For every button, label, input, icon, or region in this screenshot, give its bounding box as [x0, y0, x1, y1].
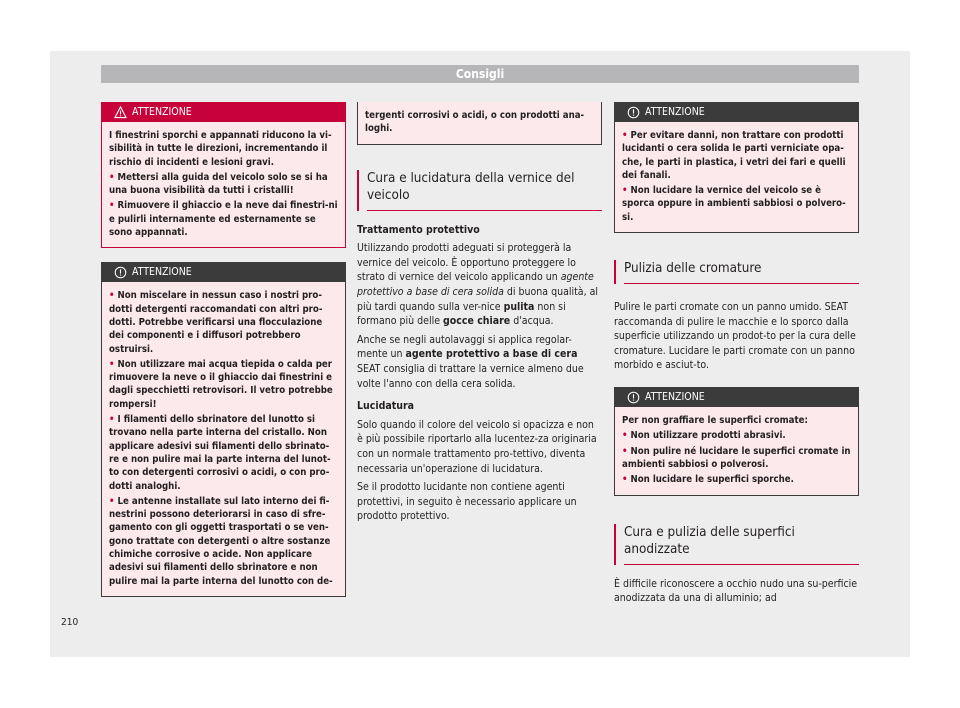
- warning-item-text: Non utilizzare mai acqua tiepida o calda per rimuovere la neve o il ghiaccio dai finestrini e dagli specchietti retrovisori. Il vetro potrebbe rompersi!: [109, 358, 333, 410]
- warning-intro: I finestrini sporchi e appannati riducono la vi-sibilità in tutte le direzioni, incrementando il rischio di incidenti e lesioni gravi.: [109, 130, 332, 168]
- warning-body: [615, 122, 858, 232]
- exclamation-circle-icon: [114, 266, 127, 279]
- warning-box-continued: [357, 102, 602, 145]
- warning-box-header: [615, 388, 858, 407]
- warning-label: ATTENZIONE: [645, 391, 705, 404]
- column-left: [101, 102, 346, 597]
- warning-box-header: [102, 103, 345, 122]
- warning-item-text: Non lucidare la vernice del veicolo se è sporca oppure in ambienti sabbiosi o polvero-si.: [622, 185, 846, 223]
- subheading: Lucidatura: [357, 400, 414, 413]
- warning-item: [109, 413, 338, 493]
- bullet: •: [622, 445, 631, 457]
- warning-item-text: Rimuovere il ghiaccio e la neve dai finestri-ni e pulirli internamente ed esternamente se sono appannati.: [109, 200, 338, 239]
- section-heading: [614, 260, 859, 284]
- paragraph: Solo quando il colore del veicolo si opacizza e non è più possibile riportarlo alla lucentez-za originaria con un normale trattamento pro-tettivo, diventa necessaria un'operazione di lucidatura.: [357, 418, 597, 475]
- heading-accent-bar: [614, 524, 616, 565]
- paragraph: Se il prodotto lucidante non contiene agenti protettivi, in seguito è necessario applicare un prodotto protettivo.: [357, 481, 577, 523]
- bold-text: pulita: [503, 300, 535, 313]
- warning-item-text: Le antenne installate sul lato interno dei fi-nestrini possono deteriorarsi in caso di sfre-gamento con gli oggetti trasportati o se ven-gono trattate con detergenti o altre sostanze chimiche corrosive o acide. Non applicare adesivi sui filamenti dello sbrinatore e non pulire mai la parte interna del lunotto con de-: [109, 495, 333, 587]
- warning-item: [622, 129, 851, 182]
- warning-item: [622, 184, 851, 224]
- column-middle: [357, 102, 602, 528]
- section-title: Cura e pulizia delle superfici anodizzate: [624, 524, 859, 565]
- bullet: •: [109, 200, 118, 212]
- heading-accent-bar: [357, 170, 359, 211]
- column-right: [614, 102, 859, 610]
- warning-label: ATTENZIONE: [132, 266, 192, 279]
- warning-box-3: [614, 102, 859, 233]
- warning-label: ATTENZIONE: [645, 106, 705, 118]
- text-run: SEAT consiglia di trattare la vernice almeno due volte l'anno con della cera solida.: [357, 362, 584, 390]
- warning-item: [622, 473, 851, 486]
- warning-item: [109, 495, 338, 588]
- warning-item-text: Non pulire né lucidare le superfici cromate in ambienti sabbiosi o polverosi.: [622, 445, 851, 470]
- bullet: •: [109, 414, 118, 426]
- bullet: •: [109, 290, 118, 302]
- warning-body: [102, 122, 345, 247]
- bullet: •: [109, 358, 118, 370]
- warning-item: [109, 171, 338, 198]
- warning-box-1: [101, 102, 346, 248]
- section-heading: [614, 524, 859, 565]
- text-run: Utilizzando prodotti adeguati si proteggerà la vernice del veicolo. È opportuno proteggere lo strato di vernice del veicolo applicando un: [357, 242, 576, 284]
- warning-intro: Per non graffiare le superfici cromate:: [622, 415, 808, 427]
- warning-item-text: I filamenti dello sbrinatore del lunotto si trovano nella parte interna del cristallo. Non applicare adesivi sui filamenti dello sbrinato-re e non pulire mai la parte interna del lunot-to con detergenti corrosivi o acidi, o con pro-dotti analoghi.: [109, 414, 331, 492]
- warning-item: [109, 199, 338, 239]
- warning-triangle-icon: [114, 106, 127, 119]
- bold-text: agente protettivo a base di cera: [405, 348, 578, 361]
- section-heading: [357, 170, 602, 211]
- warning-label: ATTENZIONE: [132, 106, 192, 118]
- bold-text: gocce chiare: [443, 315, 511, 328]
- paragraph: [357, 333, 602, 391]
- bullet: •: [622, 430, 631, 442]
- bullet: •: [622, 474, 631, 486]
- bullet: •: [622, 185, 631, 197]
- section-body: [614, 577, 859, 606]
- warning-item-text: Non lucidare le superfici sporche.: [630, 474, 794, 486]
- header-title: Consigli: [455, 67, 505, 81]
- subheading: Trattamento protettivo: [357, 223, 480, 236]
- text-run: Anche se negli autolavaggi si applica regolar-mente un: [357, 333, 572, 361]
- warning-item: [109, 289, 338, 355]
- warning-continued-text: tergenti corrosivi o acidi, o con prodotti ana-loghi.: [365, 110, 585, 135]
- section-body: [357, 223, 602, 524]
- warning-item-text: Non miscelare in nessun caso i nostri pro-dotti detergenti raccomandati con altri pro-dotti. Potrebbe verificarsi una flocculazione dei componenti e i diffusori potrebbero ostruirsi.: [109, 290, 323, 355]
- warning-item: [622, 445, 851, 472]
- warning-item-text: Non utilizzare prodotti abrasivi.: [630, 430, 786, 442]
- warning-body: [358, 102, 601, 144]
- heading-accent-bar: [614, 260, 616, 284]
- bullet: •: [109, 171, 118, 183]
- text-run: non si formano più delle: [357, 300, 566, 328]
- section-title: Cura e lucidatura della vernice del veicolo: [367, 170, 602, 211]
- page-header: [101, 65, 859, 83]
- bullet: •: [622, 130, 631, 141]
- warning-box-header: [615, 103, 858, 122]
- section-body: [614, 300, 859, 373]
- warning-item: [109, 358, 338, 411]
- paragraph: Pulire le parti cromate con un panno umido. SEAT raccomanda di pulire le macchie e lo sporco dalla superficie utilizzando un prodot-to per la cura delle cromature. Lucidare le parti cromate con un panno morbido e asciut-to.: [614, 301, 856, 372]
- warning-item: [622, 429, 851, 442]
- paragraph: È difficile riconoscere a occhio nudo una su-perficie anodizzata da una di alluminio; ad: [614, 577, 858, 605]
- paragraph: [357, 241, 602, 329]
- exclamation-circle-icon: [627, 106, 640, 119]
- warning-box-2: [101, 262, 346, 597]
- exclamation-circle-icon: [627, 391, 640, 404]
- text-run: di buona qualità, al più tardi quando sulla ver-nice: [357, 285, 599, 313]
- warning-box-4: [614, 387, 859, 495]
- bullet: •: [109, 495, 118, 507]
- warning-item-text: Mettersi alla guida del veicolo solo se si ha una buona visibilità da tutti i cristalli!: [109, 171, 328, 197]
- warning-body: [615, 407, 858, 494]
- text-run: d'acqua.: [510, 315, 554, 328]
- page-number: 210: [61, 617, 79, 628]
- section-title: Pulizia delle cromature: [624, 260, 859, 284]
- warning-body: [102, 282, 345, 596]
- warning-box-header: [102, 263, 345, 282]
- warning-item-text: Per evitare danni, non trattare con prodotti lucidanti o cera solida le parti verniciate opa-che, le parti in plastica, i vetri dei fari e quelli dei fanali.: [622, 130, 846, 181]
- italic-text: agente protettivo a base di cera solida: [357, 271, 594, 298]
